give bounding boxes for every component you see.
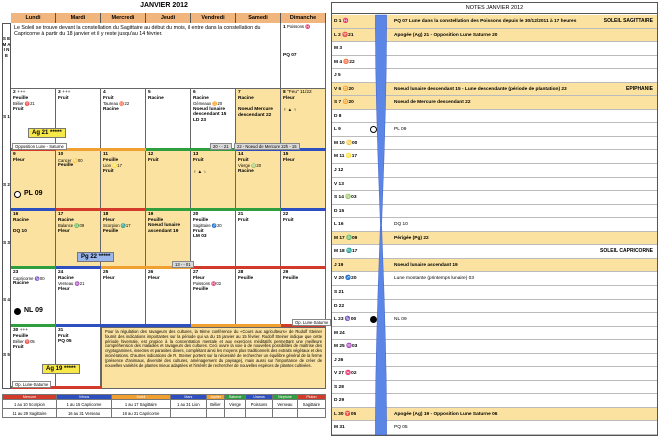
note-row[interactable] xyxy=(332,15,657,29)
note-row[interactable] xyxy=(332,42,657,56)
day-cell-12[interactable]: 12 Fruit xyxy=(146,151,191,211)
note-right-label: EPIPHANIE xyxy=(626,85,653,92)
day-cell-27[interactable]: 27 Fleur Poissons ♓02 Feuille xyxy=(191,269,236,327)
day-cell-1[interactable]: 1 Poissons ♓ PQ 07 xyxy=(281,23,326,89)
info-paragraph: Pour la régulation des ravageurs des cultures, la 9ème conférence du «Cours aux agriculteurs» de Rudolf Steiner fournit des indications importantes sur la période qui va du 15 janvier au 15 février. Rudolf Steiner indique que cette période hivernale, est propice à la concentration mentale et aux exercices méditatifs permettant une meilleure compréhension des maladies et ravageurs des cultures. Ceci ouvre la voie à de nouvelles possibilités de maîtrise des cryptogamines, insectes et parasites divers, complétant ainsi les moyens plus traditionnels des extraits végétaux et des incinérations. D'autres indications de R. Steiner portent sur la nécessité de rechercher un équilibre général de la ferme (présence d'animaux, diversité des cultures, aménagement du paysage), mais aussi sur l'importance de créer de nouvelles variétés de plantes mieux adaptées et l'intérêt de rechercher de nouvelles espèces de plantes cultivées. xyxy=(101,327,326,389)
day-cell-5[interactable]: 5 Racine xyxy=(146,89,191,151)
day-cell-26[interactable]: 26 Fleur xyxy=(146,269,191,327)
planet-table xyxy=(2,394,326,418)
note-day: M 31 xyxy=(334,425,345,431)
note-row[interactable] xyxy=(332,286,657,300)
note-row[interactable] xyxy=(332,96,657,110)
note-text: Lune montante (printemps lunaire) 03 xyxy=(394,276,474,282)
planet-cell: 1 au 31 Lion xyxy=(170,400,206,409)
note-day: D 1 ♓ xyxy=(334,19,349,24)
perigee-badge: Pg 22 ***** xyxy=(77,252,114,262)
day-cell-3[interactable]: 3 +++ Fruit xyxy=(56,89,101,151)
full-moon-icon xyxy=(14,191,21,198)
planet-header: Jupiter xyxy=(206,395,224,400)
note-text: Apogée (Ag) 21 - Opposition Lune Saturne 20 xyxy=(394,32,498,38)
element-bar xyxy=(146,208,281,211)
note-row[interactable] xyxy=(332,300,657,314)
note-day: D 22 xyxy=(334,303,345,309)
note-day: L 16 xyxy=(334,222,344,228)
week-label-2: S 2 xyxy=(3,182,10,187)
planet-cell: Sagittaire xyxy=(297,400,325,409)
day-cell-15[interactable]: 15 Fleur xyxy=(281,151,326,211)
note-day: S 21 xyxy=(334,289,344,295)
note-day: L 23 ♑00 xyxy=(334,317,357,323)
notes-title: NOTES JANVIER 2012 xyxy=(332,3,657,14)
note-row[interactable] xyxy=(332,259,657,273)
note-day: L 9 xyxy=(334,127,341,133)
planet-header: Soleil xyxy=(112,395,171,400)
opposition-tag-2: Op. Lune-Saturne xyxy=(292,319,331,326)
apogee-badge: Ag 21 ***** xyxy=(28,128,66,138)
day-header-samedi: Samedi xyxy=(236,13,281,23)
planet-symbols-13: ♀ ▲ ♄ xyxy=(193,169,207,175)
day-cell-31[interactable]: 31 Fruit PQ 05 xyxy=(56,327,101,389)
note-day: D 15 xyxy=(334,208,345,214)
planet-cell: 1 au 15 Capricorne xyxy=(56,400,111,409)
planet-cell: Verseau xyxy=(273,400,298,409)
note-row[interactable] xyxy=(332,245,657,259)
day-cell-10[interactable]: 10 Cancer ♋00 Feuille xyxy=(56,151,101,211)
planet-header: Pluton xyxy=(297,395,325,400)
mercury-node-tag: 22 - Noeud de Mercure 22h - 15 xyxy=(234,143,300,150)
note-day: D 8 xyxy=(334,113,342,119)
day-cell-9[interactable]: 9 Fleur xyxy=(11,151,56,211)
note-row[interactable] xyxy=(332,83,657,97)
note-row[interactable] xyxy=(332,205,657,219)
note-text: Noeud lunaire descendant 15 - Lune descendante (période de plantation) 23 xyxy=(394,86,567,92)
note-row[interactable] xyxy=(332,340,657,354)
note-row[interactable] xyxy=(332,232,657,246)
note-day: M 25 ♒03 xyxy=(334,344,358,350)
note-row[interactable] xyxy=(332,394,657,408)
day-cell-23[interactable]: 23 Capricorne ♑00 Racine xyxy=(11,269,56,327)
planet-symbols-8: ☿ ▲ ♀ xyxy=(283,107,297,113)
note-right-label: SOLEIL SAGITTAIRE xyxy=(603,18,653,24)
calendar-panel xyxy=(2,2,329,436)
note-row[interactable] xyxy=(332,354,657,368)
planet-cell: 1 au 10 Scorpion xyxy=(3,400,57,409)
day-cell-22[interactable]: 22 Fruit xyxy=(281,211,326,269)
note-day: M 24 xyxy=(334,330,345,336)
week-column xyxy=(2,23,11,389)
note-row[interactable] xyxy=(332,150,657,164)
opposition-tag: Opposition Lune - Saturne xyxy=(12,143,67,150)
note-day: L 30 ♈05 xyxy=(334,411,357,417)
note-row[interactable] xyxy=(332,178,657,192)
note-day: M 17 ♎09 xyxy=(334,235,358,241)
planet-header: Neptune xyxy=(273,395,298,400)
new-moon-icon xyxy=(370,316,377,323)
day-cell-20[interactable]: 20 Feuille Sagittaire ♐20 Fruit LM 03 xyxy=(191,211,236,269)
note-day: J 5 xyxy=(334,73,341,79)
element-bar xyxy=(56,208,146,211)
day-cell-14[interactable]: 14 Fruit Vierge ♍20 Racine xyxy=(236,151,281,211)
day-header-dimanche: Dimanche xyxy=(281,13,326,23)
planet-cell: Bélier xyxy=(206,400,224,409)
day-cell-30[interactable]: 30 +++ Feuille Bélier ♈05 Fruit xyxy=(11,327,56,389)
note-day: M 3 xyxy=(334,46,342,52)
full-moon-icon xyxy=(370,126,377,133)
opposition-tag-3: Op. Lune-Saturne xyxy=(12,381,51,388)
note-row[interactable] xyxy=(332,110,657,124)
notes-panel xyxy=(331,2,658,436)
week-label-5: S 5 xyxy=(3,352,10,357)
note-day: J 19 xyxy=(334,262,344,268)
note-text: Périgée (Pg) 22 xyxy=(394,235,429,241)
day-cell-28[interactable]: 28 Feuille xyxy=(236,269,281,327)
day-cell-6[interactable]: 6 Racine Gémeaux ♊20 Noeud lunaire descendant 15 LD 23 xyxy=(191,89,236,151)
note-row[interactable] xyxy=(332,327,657,341)
day-cell-24[interactable]: 24 Racine Verseau ♒21 Fleur xyxy=(56,269,101,327)
note-text: Noeud de Mercure descendant 22 xyxy=(394,100,471,106)
element-bar xyxy=(191,266,326,269)
new-moon-icon xyxy=(14,308,21,315)
day-header-mercredi: Mercredi xyxy=(101,13,146,23)
planet-cell: 18 au 31 Capricorne xyxy=(112,409,171,418)
note-row[interactable] xyxy=(332,191,657,205)
note-day: S 28 xyxy=(334,384,344,390)
note-day: V 20 ♐20 xyxy=(334,276,357,282)
note-row[interactable] xyxy=(332,218,657,232)
full-moon-label: PL 09 xyxy=(24,190,43,197)
semaine-label: S E M A I N E xyxy=(2,36,11,58)
day-cell-29[interactable]: 29 Feuille xyxy=(281,269,326,327)
day-cell-13[interactable]: 13 Fruit ♀ ▲ ♄ xyxy=(191,151,236,211)
note-row[interactable] xyxy=(332,69,657,83)
note-day: V 6 ♊20 xyxy=(334,86,354,92)
day-cell-2[interactable]: 2 +++ Feuille Bélier ♈21 Fruit xyxy=(11,89,56,151)
note-day: M 18 ♏17 xyxy=(334,249,358,255)
day-cell-21[interactable]: 21 Fruit xyxy=(236,211,281,269)
day-cell-8[interactable]: 8 "Feu" 11/22 Fleur ☿ ▲ ♀ xyxy=(281,89,326,151)
day-cell-16[interactable]: 16 Racine DQ 10 xyxy=(11,211,56,269)
note-day: V 13 xyxy=(334,181,344,187)
note-day: M 11 ♌17 xyxy=(334,154,358,160)
planet-cell xyxy=(246,409,273,418)
element-bar xyxy=(11,324,56,327)
note-day: S 14 ♍03 xyxy=(334,195,357,201)
apogee-badge-2: Ag 19 ***** xyxy=(42,364,80,374)
note-row[interactable] xyxy=(332,421,657,435)
note-row[interactable] xyxy=(332,137,657,151)
note-text: PQ 07 Lune dans la constellation des Poissons depuis le 30/12/2011 à 17 heures xyxy=(394,19,577,24)
element-bar xyxy=(11,208,56,211)
day-header-vendredi: Vendredi xyxy=(191,13,236,23)
note-text: NL 09 xyxy=(394,317,407,323)
day-cell-17[interactable]: 17 Racine Balance ♎09 Fleur xyxy=(56,211,101,269)
note-text: Apogée (Ag) 19 - Opposition Lune Saturne 06 xyxy=(394,411,498,417)
time-tag-13: 13 - - 01 xyxy=(172,261,194,268)
note-row[interactable] xyxy=(332,313,657,327)
note-row[interactable] xyxy=(332,381,657,395)
note-row[interactable] xyxy=(332,367,657,381)
note-day: J 26 xyxy=(334,357,344,363)
planet-cell xyxy=(297,409,325,418)
note-text: PL 09 xyxy=(394,127,407,133)
element-bar xyxy=(281,208,326,211)
note-row[interactable] xyxy=(332,29,657,43)
planet-cell: Vierge xyxy=(225,400,246,409)
note-day: D 29 xyxy=(334,398,345,404)
note-right-label: SOLEIL CAPRICORNE xyxy=(600,248,653,255)
planet-cell: 1 au 17 Sagittaire xyxy=(112,400,171,409)
planet-cell: 16 au 31 Verseau xyxy=(56,409,111,418)
note-row[interactable] xyxy=(332,408,657,422)
planet-cell: 11 au 29 Sagittaire xyxy=(3,409,57,418)
planet-header: Saturne xyxy=(225,395,246,400)
day-cell-7[interactable]: 7 Racine Noeud Mercure descendant 22 xyxy=(236,89,281,151)
day-cell-11[interactable]: 11 Feuille Lion ♌17 Fruit xyxy=(101,151,146,211)
element-bar xyxy=(11,266,56,269)
new-moon-label: NL 09 xyxy=(24,307,43,314)
day-cell-18[interactable]: 18 Fleur Scorpion ♏17 Feuille xyxy=(101,211,146,269)
planet-cell xyxy=(273,409,298,418)
note-day: V 27 ♓02 xyxy=(334,371,357,377)
planet-cell xyxy=(170,409,206,418)
note-row[interactable] xyxy=(332,272,657,286)
note-row[interactable] xyxy=(332,56,657,70)
day-cell-25[interactable]: 25 Fleur xyxy=(101,269,146,327)
element-bar xyxy=(56,324,191,327)
week-label-1: S 1 xyxy=(3,114,10,119)
note-day: S 7 ♊20 xyxy=(334,100,354,106)
planet-cell xyxy=(225,409,246,418)
page-title: JANVIER 2012 xyxy=(140,2,188,9)
note-day: M 4 ♉22 xyxy=(334,59,355,65)
week-label-3: S 3 xyxy=(3,240,10,245)
planet-cell: Poissons xyxy=(246,400,273,409)
day-header-mardi: Mardi xyxy=(56,13,101,23)
planet-header: Vénus xyxy=(56,395,111,400)
day-cell-4[interactable]: 4 Fruit Taureau ♉22 Racine xyxy=(101,89,146,151)
note-text: Noeud lunaire ascendant 19 xyxy=(394,262,458,268)
element-bar xyxy=(191,324,281,327)
day-header-lundi: Lundi xyxy=(11,13,56,23)
planet-header: Mars xyxy=(170,395,206,400)
element-bar xyxy=(56,266,101,269)
note-day: L 2 ♈21 xyxy=(334,32,354,38)
note-day: J 12 xyxy=(334,168,344,174)
element-bar xyxy=(56,148,146,151)
planet-cell xyxy=(206,409,224,418)
week-label-4: S 4 xyxy=(3,297,10,302)
planet-header: Uranus xyxy=(246,395,273,400)
note-text: DQ 10 xyxy=(394,222,408,228)
day-cell-19[interactable]: 19 Feuille Noeud lunaire ascendant 19 xyxy=(146,211,191,269)
intro-text: Le Soleil se trouve devant la constellation du Sagittaire au début du mois, il entre dans la constellation du Capricorne à partir du 18 janvier et il y reste jusqu'au 14 février. xyxy=(11,23,281,89)
note-day: M 10 ♋00 xyxy=(334,140,358,146)
note-row[interactable] xyxy=(332,164,657,178)
note-text: PQ 05 xyxy=(394,425,408,431)
time-tag-21: 20 - - 21 xyxy=(210,143,232,150)
day-header-jeudi: Jeudi xyxy=(146,13,191,23)
note-row[interactable] xyxy=(332,123,657,137)
planet-header: Mercure xyxy=(3,395,57,400)
